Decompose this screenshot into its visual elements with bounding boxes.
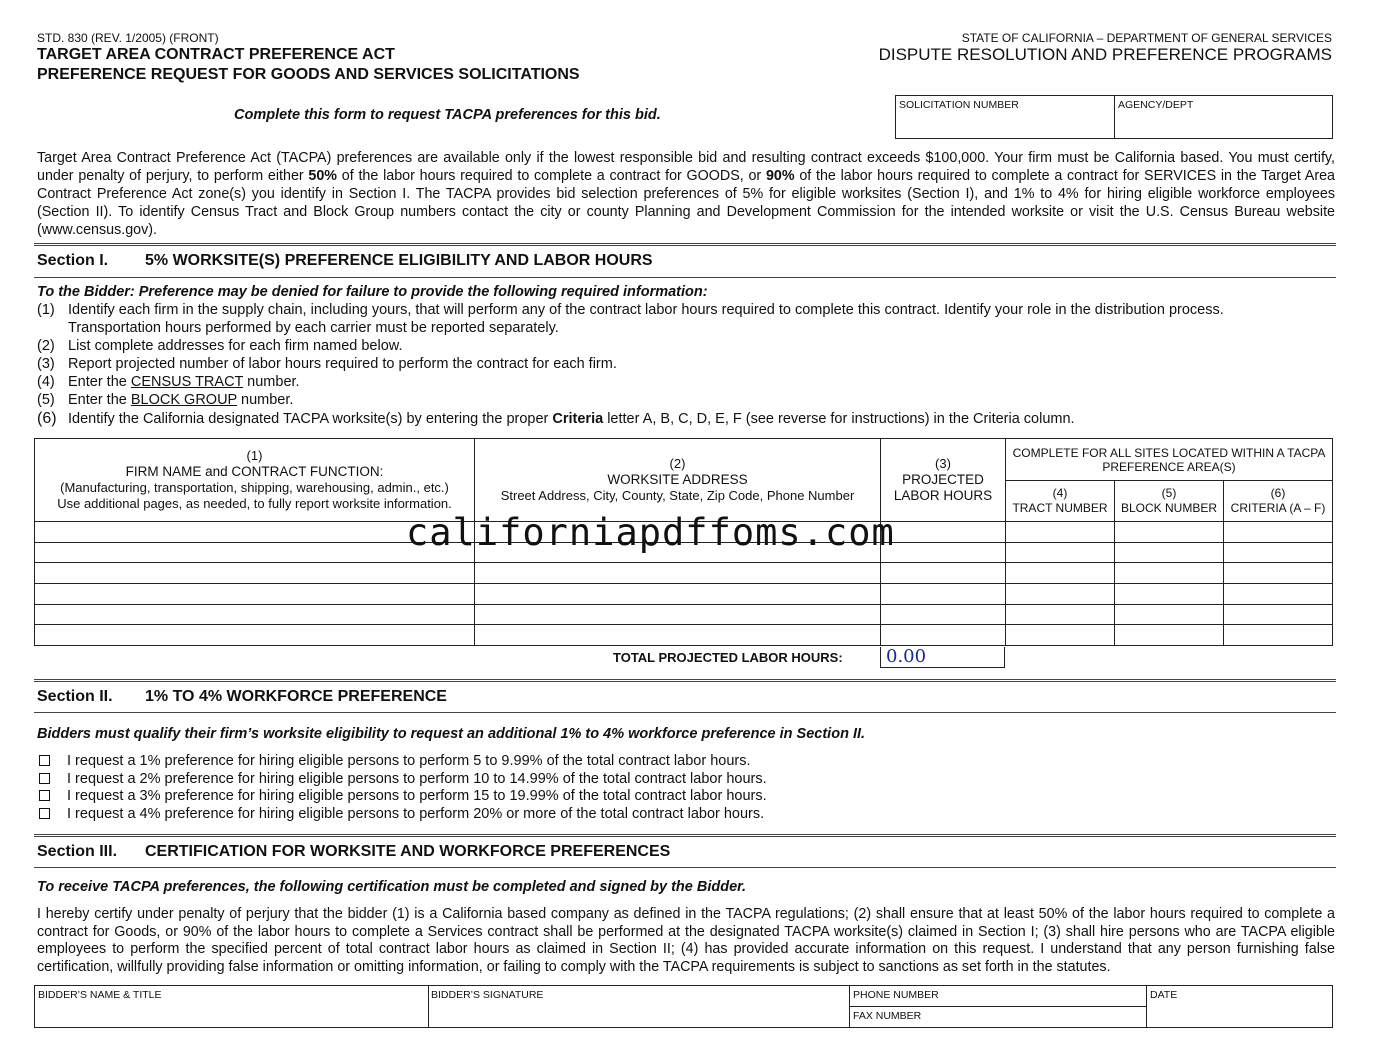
section2-top-rule xyxy=(34,679,1336,682)
certification-text: I hereby certify under penalty of perjury that the bidder (1) is a California based company as defined in the TACPA regulations; (2) shall ensure that at least 50% of the labor hours required to complete a contract for Goods, or 90% of the labor hours to complete a Services contract shall be performed at the designated TACPA worksite(s) claimed in Section I; (3) shall hire persons who are TACPA eligible employees to perform the specified percent of total contract labor hours as claimed in Section II; (4) has provided accurate information on this request. I understand that any person furnishing false certification, willfully providing false information or omitting information, or failing to comply with the TACPA requirements is subject to sanctions as set forth in the statutes. xyxy=(37,906,1335,975)
firm-cell[interactable] xyxy=(35,625,475,646)
tract-cell[interactable] xyxy=(1006,542,1115,563)
checkbox-3-percent[interactable] xyxy=(39,790,50,801)
criteria-cell[interactable] xyxy=(1224,625,1333,646)
date-label: DATE xyxy=(1150,989,1178,1001)
form-title-line2: PREFERENCE REQUEST FOR GOODS AND SERVICES SOLICITATIONS xyxy=(37,66,580,83)
tract-cell[interactable] xyxy=(1006,563,1115,584)
hours-cell[interactable] xyxy=(881,625,1006,646)
form-id: STD. 830 (REV. 1/2005) (FRONT) xyxy=(37,31,219,45)
col-block-header: (5) BLOCK NUMBER xyxy=(1115,481,1224,522)
phone-number-label: PHONE NUMBER xyxy=(853,989,939,1001)
instruction-item: (5) Enter the BLOCK GROUP number. xyxy=(37,392,294,408)
section3-top-rule xyxy=(34,834,1336,837)
section3-heading xyxy=(37,843,670,861)
section1-instructions xyxy=(37,301,1337,428)
fax-number-field[interactable] xyxy=(850,1007,1147,1027)
checkbox-4-percent[interactable] xyxy=(39,808,50,819)
agency-name: STATE OF CALIFORNIA – DEPARTMENT OF GENERAL SERVICES xyxy=(961,31,1332,45)
criteria-cell[interactable] xyxy=(1224,563,1333,584)
criteria-cell[interactable] xyxy=(1224,604,1333,625)
block-cell[interactable] xyxy=(1115,522,1224,543)
section2-number: Section II. xyxy=(37,688,113,705)
workforce-option-2: I request a 2% preference for hiring eligible persons to perform 10 to 14.99% of the total contract labor hours. xyxy=(39,771,767,789)
section3-number: Section III. xyxy=(37,843,118,860)
solicitation-box xyxy=(895,95,1333,139)
workforce-option-4: I request a 4% preference for hiring eligible persons to perform 20% or more of the total contract labor hours. xyxy=(39,806,767,824)
block-cell[interactable] xyxy=(1115,542,1224,563)
section1-number: Section I. xyxy=(37,252,109,269)
section1-bottom-rule xyxy=(34,277,1336,278)
section3-bottom-rule xyxy=(34,867,1336,868)
section2-heading xyxy=(37,688,447,706)
criteria-cell[interactable] xyxy=(1224,584,1333,605)
hours-cell[interactable] xyxy=(881,584,1006,605)
firm-cell[interactable] xyxy=(35,563,475,584)
bidder-name-label: BIDDER’S NAME & TITLE xyxy=(38,989,162,1001)
col-firm-header: (1) FIRM NAME and CONTRACT FUNCTION: (Manufacturing, transportation, shipping, warehousing, admin., etc.) Use additional pages, as needed, to fully report worksite information. xyxy=(35,439,475,522)
hours-cell[interactable] xyxy=(881,542,1006,563)
table-row xyxy=(35,625,1333,646)
intro-paragraph xyxy=(37,149,1335,239)
address-cell[interactable] xyxy=(475,563,881,584)
section1-title: 5% WORKSITE(S) PREFERENCE ELIGIBILITY AND LABOR HOURS xyxy=(145,252,653,269)
tract-cell[interactable] xyxy=(1006,584,1115,605)
instruction-item: (1) Identify each firm in the supply chain, including yours, that will perform any of the contract labor hours required to complete this contract. Identify your role in the distribution process. Transportation hours performed by each carrier must be reported separately. xyxy=(37,302,1224,336)
col-criteria-header: (6) CRITERIA (A – F) xyxy=(1224,481,1333,522)
hours-cell[interactable] xyxy=(881,522,1006,543)
instruction-item: (2) List complete addresses for each firm named below. xyxy=(37,338,403,354)
address-cell[interactable] xyxy=(475,625,881,646)
address-cell[interactable] xyxy=(475,604,881,625)
checkbox-2-percent[interactable] xyxy=(39,773,50,784)
firm-cell[interactable] xyxy=(35,584,475,605)
fax-number-label: FAX NUMBER xyxy=(853,1010,922,1022)
phone-number-field[interactable] xyxy=(850,986,1147,1007)
address-cell[interactable] xyxy=(475,584,881,605)
agency-dept-label: AGENCY/DEPT xyxy=(1118,99,1194,111)
solicitation-number-label: SOLICITATION NUMBER xyxy=(899,99,1019,111)
col-hours-header: (3) PROJECTED LABOR HOURS xyxy=(881,439,1006,522)
table-row xyxy=(35,563,1333,584)
bidder-name-field[interactable] xyxy=(35,986,429,1027)
hours-cell[interactable] xyxy=(881,604,1006,625)
intro-services-percent: 90% xyxy=(765,168,795,184)
block-cell[interactable] xyxy=(1115,584,1224,605)
bidder-signature-label: BIDDER’S SIGNATURE xyxy=(431,989,544,1001)
criteria-cell[interactable] xyxy=(1224,522,1333,543)
tract-cell[interactable] xyxy=(1006,625,1115,646)
total-hours-field[interactable] xyxy=(880,647,1005,668)
intro-text-3: of the labor hours required to complete a contract for SERVICES in the Target Area Contract Preference Act zone(s) you identify in Section I. The TACPA provides bid selection preferences of 5% for eligible worksites (Section I), and 1% to 4% for hiring eligible workforce employees (Section II). To identify Census Tract and Block Group numbers contact the city or county Planning and Development Commission for the intended worksite or visit the U.S. Census Bureau website (www.census.gov). xyxy=(37,168,1335,238)
section3-note: To receive TACPA preferences, the following certification must be completed and signed by the Bidder. xyxy=(37,879,747,895)
total-hours-label: TOTAL PROJECTED LABOR HOURS: xyxy=(613,650,843,665)
form-instruction: Complete this form to request TACPA preferences for this bid. xyxy=(234,107,661,123)
intro-text-1: Target Area Contract Preference Act (TACPA) preferences are available only if the lowest responsible bid and resulting contract exceeds $100,000. Your firm must be California based. You must certify, under penalty of perjury, to perform either xyxy=(37,150,1335,184)
section2-bottom-rule xyxy=(34,712,1336,713)
intro-text-2: of the labor hours required to complete a contract for GOODS, or xyxy=(337,168,766,184)
instruction-item: (3) Report projected number of labor hours required to perform the contract for each firm. xyxy=(37,356,617,372)
workforce-option-3: I request a 3% preference for hiring eligible persons to perform 15 to 19.99% of the total contract labor hours. xyxy=(39,788,767,806)
col-address-header: (2) WORKSITE ADDRESS Street Address, City, County, State, Zip Code, Phone Number xyxy=(475,439,881,522)
instruction-item: (6) Identify the California designated TACPA worksite(s) by entering the proper Criteria letter A, B, C, D, E, F (see reverse for instructions) in the Criteria column. xyxy=(37,410,1075,427)
hours-cell[interactable] xyxy=(881,563,1006,584)
section1-top-rule xyxy=(34,243,1336,246)
block-cell[interactable] xyxy=(1115,604,1224,625)
workforce-option-1: I request a 1% preference for hiring eligible persons to perform 5 to 9.99% of the total contract labor hours. xyxy=(39,753,767,771)
section2-title: 1% TO 4% WORKFORCE PREFERENCE xyxy=(145,688,447,705)
agency-dept-field[interactable] xyxy=(1115,96,1333,139)
program-name: DISPUTE RESOLUTION AND PREFERENCE PROGRAMS xyxy=(878,45,1332,64)
section1-heading xyxy=(37,252,653,270)
tract-cell[interactable] xyxy=(1006,604,1115,625)
signature-block xyxy=(34,985,1333,1028)
tacpa-group-header: COMPLETE FOR ALL SITES LOCATED WITHIN A TACPA PREFERENCE AREA(S) xyxy=(1006,439,1333,481)
watermark: californiapdffoms.com xyxy=(406,511,895,554)
table-row xyxy=(35,604,1333,625)
form-title-line1: TARGET AREA CONTRACT PREFERENCE ACT xyxy=(37,46,395,63)
solicitation-number-field[interactable] xyxy=(896,96,1115,139)
tract-cell[interactable] xyxy=(1006,522,1115,543)
section2-note: Bidders must qualify their firm’s worksite eligibility to request an additional 1% to 4% workforce preference in Section II. xyxy=(37,726,866,742)
block-cell[interactable] xyxy=(1115,563,1224,584)
criteria-cell[interactable] xyxy=(1224,542,1333,563)
table-row xyxy=(35,584,1333,605)
instruction-item: (4) Enter the CENSUS TRACT number. xyxy=(37,374,300,390)
firm-cell[interactable] xyxy=(35,604,475,625)
col-tract-header: (4) TRACT NUMBER xyxy=(1006,481,1115,522)
date-field[interactable] xyxy=(1147,986,1332,1027)
checkbox-1-percent[interactable] xyxy=(39,755,50,766)
intro-goods-percent: 50% xyxy=(308,168,338,184)
bidder-signature-field[interactable] xyxy=(428,986,850,1027)
total-hours-value: 0.00 xyxy=(886,646,927,667)
workforce-options xyxy=(39,753,767,823)
block-cell[interactable] xyxy=(1115,625,1224,646)
section3-title: CERTIFICATION FOR WORKSITE AND WORKFORCE PREFERENCES xyxy=(145,843,671,860)
section1-note: To the Bidder: Preference may be denied for failure to provide the following required information: xyxy=(37,284,708,300)
